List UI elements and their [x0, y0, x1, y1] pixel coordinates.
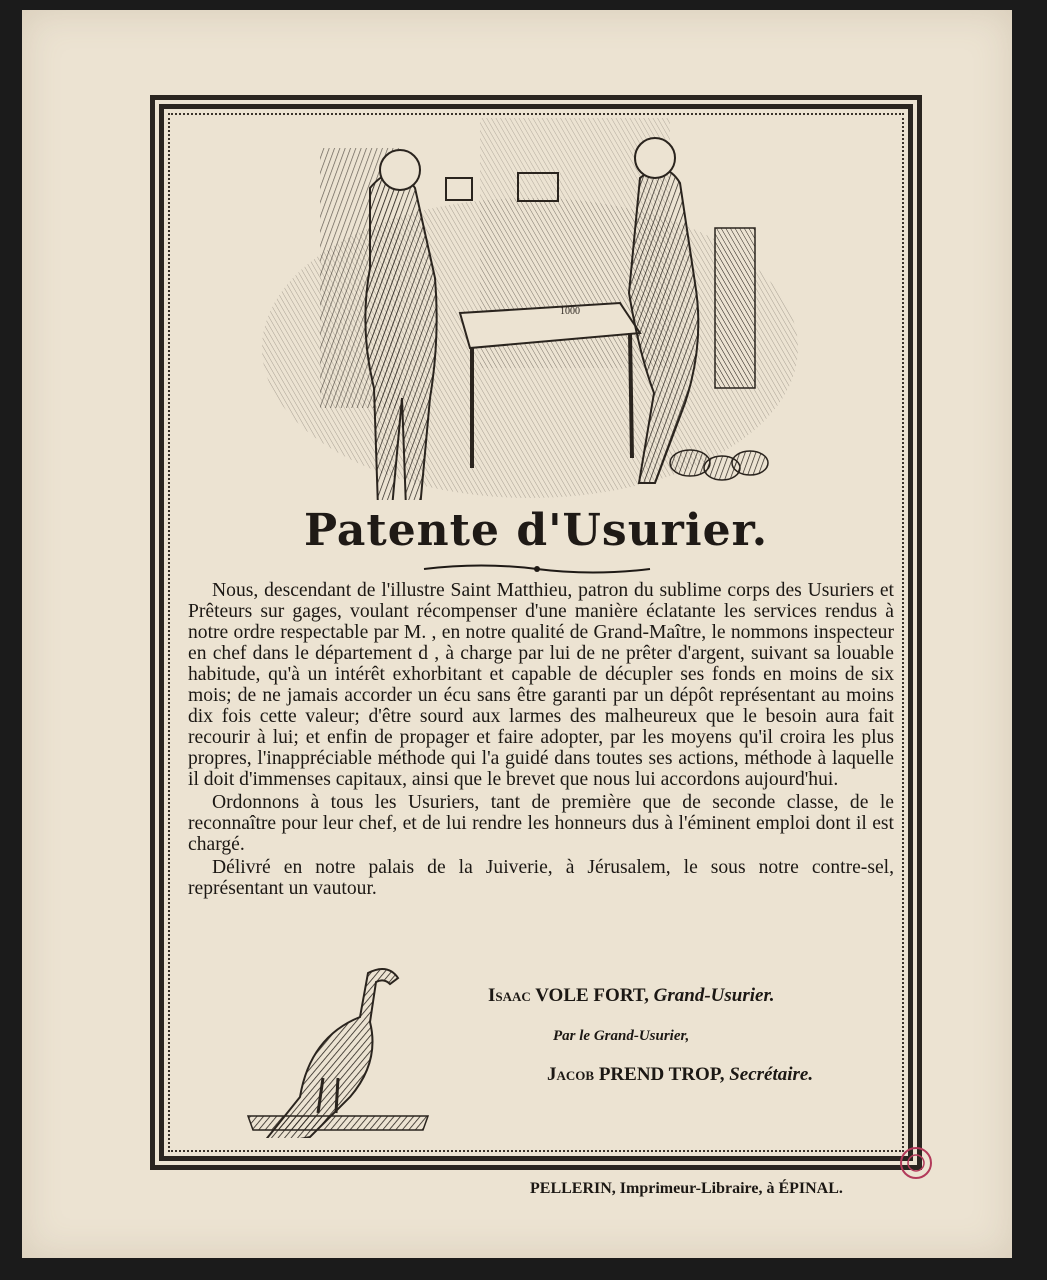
signer-2-surname: PREND TROP,: [598, 1064, 725, 1085]
signer-1-name: Isaac: [488, 985, 531, 1006]
body-text: [188, 580, 894, 899]
engraving-illustration: [260, 118, 800, 500]
printer-imprint: PELLERIN, Imprimeur-Libraire, à ÉPINAL.: [530, 1180, 843, 1197]
paragraph-1: Nous, descendant de l'illustre Saint Matthieu, patron du sublime corps des Usuriers et Prêteurs sur gages, voulant récompenser d'une manière éclatante les services rendus à notre ordre respectable par M. , en notre qualité de Grand-Maître, le nommons inspecteur en chef dans le département d , à charge par lui de ne prêter d'argent, suivant sa louable habitude, qu'à un intérêt exhorbitant et capable de décupler ses fonds en moins de six mois; de ne jamais accorder un écu sans être garanti par un dépôt représentant au moins dix fois cette valeur; d'être sourd aux larmes des malheureux que le besoin aura fait recourir à lui; et enfin de propager et faire adopter, par les moyens qu'il croira les plus propres, l'inappréciable méthode qui l'a guidé dans toutes ses actions, méthode à laquelle il doit d'immenses capitaux, ainsi que le brevet que nous lui accordons aujourd'hui.: [188, 580, 894, 790]
signer-2-name: Jacob: [547, 1064, 595, 1085]
vulture-seal-illustration: [228, 948, 438, 1138]
signature-secretary: [547, 1064, 813, 1086]
paragraph-2: Ordonnons à tous les Usuriers, tant de première que de seconde classe, de le reconnaître pour leur chef, et de lui rendre les honneurs dus à l'éminent emploi dont il est chargé.: [188, 792, 894, 855]
title-flourish: [422, 562, 652, 576]
engraving-note-label: 1000: [560, 306, 580, 317]
document-title: Patente d'Usurier.: [303, 505, 769, 556]
library-stamp-icon: [898, 1143, 934, 1183]
signer-2-title: Secrétaire.: [729, 1064, 814, 1085]
signer-1-surname: VOLE FORT,: [535, 985, 649, 1006]
signature-grand-usurier: [488, 985, 775, 1007]
signer-1-title: Grand-Usurier.: [653, 985, 775, 1006]
paragraph-3: Délivré en notre palais de la Juiverie, à Jérusalem, le sous notre contre-sel, représentant un vautour.: [188, 857, 894, 899]
by-line: Par le Grand-Usurier,: [553, 1028, 690, 1044]
